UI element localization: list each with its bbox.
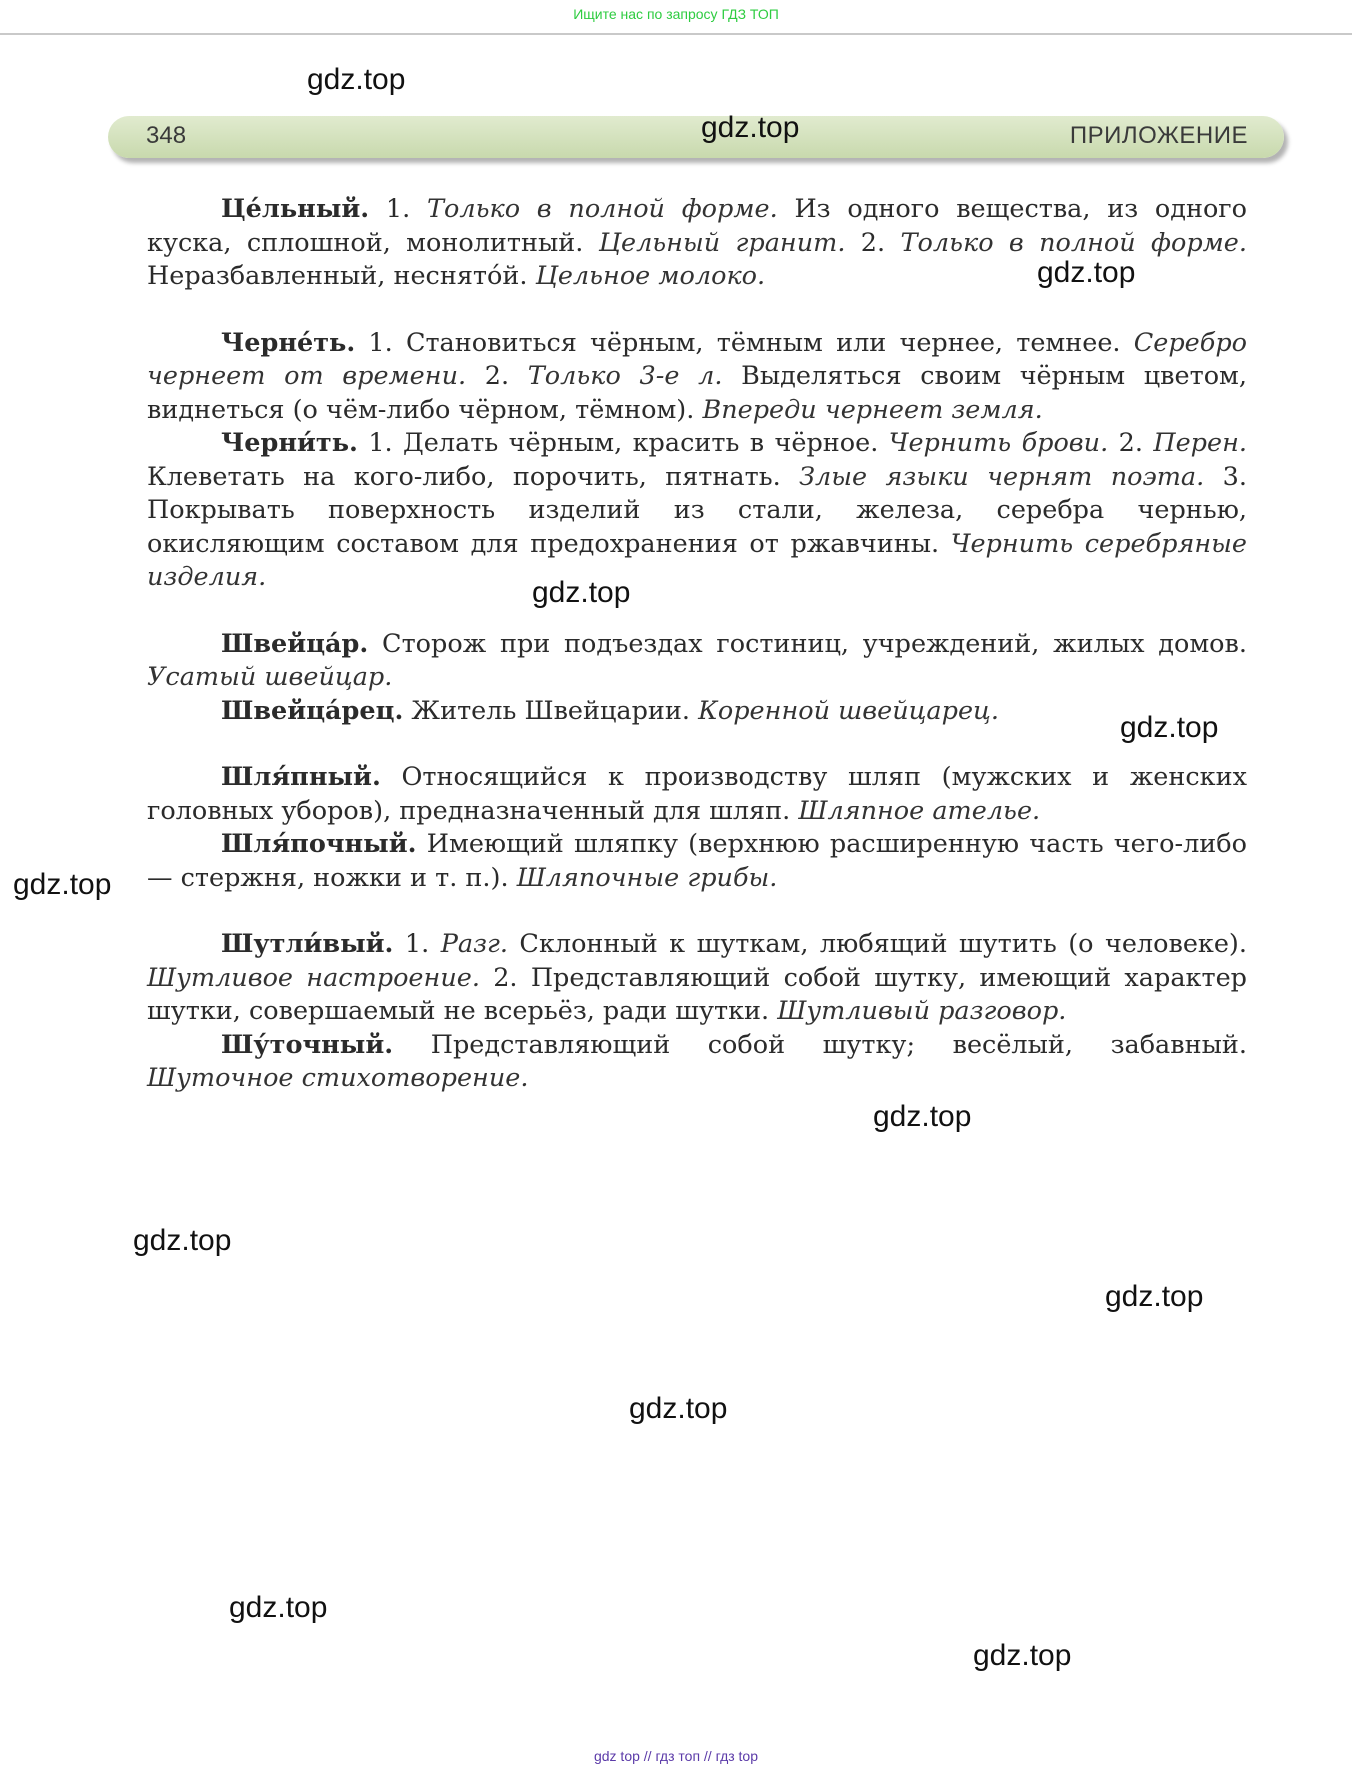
watermark: gdz.top	[1105, 1280, 1204, 1313]
entry-definition: Клеветать на кого-либо, порочить, пятнать.	[147, 461, 800, 492]
entry-example: Шуточное стихотворение.	[147, 1063, 529, 1093]
watermark: gdz.top	[1037, 256, 1136, 289]
entry-headword: Це́льный.	[221, 194, 370, 224]
entry-definition: Представляющий собой шутку; весёлый, забавный.	[393, 1029, 1247, 1060]
entry-definition: Имеющий шляпку (верхнюю расширенную часть чего-либо — стержня, ножки и т. п.).	[147, 829, 1247, 893]
watermark: gdz.top	[873, 1100, 972, 1133]
watermark: gdz.top	[1120, 711, 1219, 744]
entry-example: Только в полной форме.	[427, 194, 778, 224]
dictionary-content	[147, 193, 1247, 1096]
watermark: gdz.top	[973, 1639, 1072, 1672]
entry-definition: 1.	[393, 929, 441, 959]
entry-example: Перен.	[1153, 428, 1247, 458]
entry-example: Коренной швейцарец.	[698, 695, 999, 726]
entry-headword: Черни́ть.	[221, 428, 358, 458]
entry-example: Серебро чернеет от времени.	[147, 327, 1247, 391]
entry-example: Только 3-е л.	[527, 361, 723, 391]
entry-example: Шляпочные грибы.	[516, 862, 778, 893]
entry-headword: Шутли́вый.	[221, 929, 394, 959]
dictionary-entry	[147, 761, 1247, 828]
entry-headword: Черне́ть.	[221, 327, 356, 358]
dictionary-entry	[147, 695, 1247, 729]
entry-definition: Выделяться своим чёрным цветом, виднеться (о чём-либо чёрном, тёмном).	[147, 361, 1247, 425]
entry-headword: Шля́почный.	[221, 829, 417, 859]
entry-example: Шляпное ателье.	[798, 795, 1041, 826]
entry-headword: Шля́пный.	[221, 762, 381, 792]
watermark: gdz.top	[532, 576, 631, 609]
dictionary-entry	[147, 327, 1247, 428]
dictionary-entry	[147, 1029, 1247, 1096]
watermark: gdz.top	[307, 63, 406, 96]
dictionary-entry	[147, 427, 1247, 595]
section-title: ПРИЛОЖЕНИЕ	[1069, 122, 1248, 149]
entry-definition: Склонный к шуткам, любящий шутить (о человеке).	[507, 929, 1247, 959]
entry-headword: Швейца́р.	[221, 628, 369, 659]
watermark: gdz.top	[629, 1392, 728, 1425]
entry-definition: Из одного вещества, из одного куска, сплошной, монолитный.	[147, 194, 1248, 258]
entry-definition: 1.	[369, 194, 427, 224]
entry-example: Цельный гранит.	[598, 227, 846, 258]
entry-definition: 3. Покрывать поверхность изделий из стали, железа, серебра чернью, окисляющим составом для предохранения от ржавчины.	[147, 461, 1247, 559]
entry-example: Цельное молоко.	[535, 261, 766, 291]
bottom-banner: gdz top // гдз топ // гдз top	[593, 1748, 759, 1764]
entry-definition: Относящийся к производству шляп (мужских и женских головных уборов), предназначенный для шляп.	[147, 762, 1247, 826]
entry-example: Чернить серебряные изделия.	[147, 528, 1247, 592]
watermark: gdz.top	[701, 111, 800, 144]
entry-definition: 1. Делать чёрным, красить в чёрное.	[357, 428, 889, 458]
entry-definition: 2.	[466, 361, 528, 391]
dictionary-entry	[147, 828, 1247, 895]
watermark: gdz.top	[229, 1591, 328, 1624]
entry-example: Впереди чернеет земля.	[702, 394, 1043, 425]
entry-definition: Сторож при подъездах гостиниц, учреждений, жилых домов.	[368, 628, 1247, 659]
top-banner-text: Ищите нас по запросу ГДЗ ТОП	[573, 6, 779, 22]
entry-definition: Неразбавленный, неснято́й.	[147, 261, 536, 291]
entry-example: Усатый швейцар.	[147, 662, 393, 692]
entry-example: Чернить брови.	[888, 428, 1109, 458]
dictionary-entry	[147, 928, 1247, 1029]
entry-headword: Шу́точный.	[221, 1029, 394, 1060]
entry-definition: 2.	[1108, 428, 1154, 458]
entry-definition: 2.	[845, 227, 901, 258]
entry-definition: 1. Становиться чёрным, тёмным или чернее, темнее.	[355, 327, 1134, 358]
entry-definition: 2. Представляющий собой шутку, имеющий характер шутки, совершаемый не всерьёз, ради шутки.	[147, 962, 1247, 1026]
dictionary-entry	[147, 628, 1247, 695]
entry-example: Только в полной форме.	[900, 227, 1247, 258]
watermark: gdz.top	[133, 1224, 232, 1257]
page-number: 348	[146, 122, 187, 149]
entry-example: Разг.	[440, 929, 508, 959]
watermark: gdz.top	[13, 868, 112, 901]
entry-example: Злые языки чернят поэта.	[799, 461, 1205, 492]
entry-example: Шутливое настроение.	[147, 962, 480, 993]
top-banner	[0, 0, 1352, 35]
entry-headword: Швейца́рец.	[221, 695, 404, 726]
entry-example: Шутливый разговор.	[777, 996, 1067, 1026]
entry-definition: Житель Швейцарии.	[403, 695, 699, 726]
